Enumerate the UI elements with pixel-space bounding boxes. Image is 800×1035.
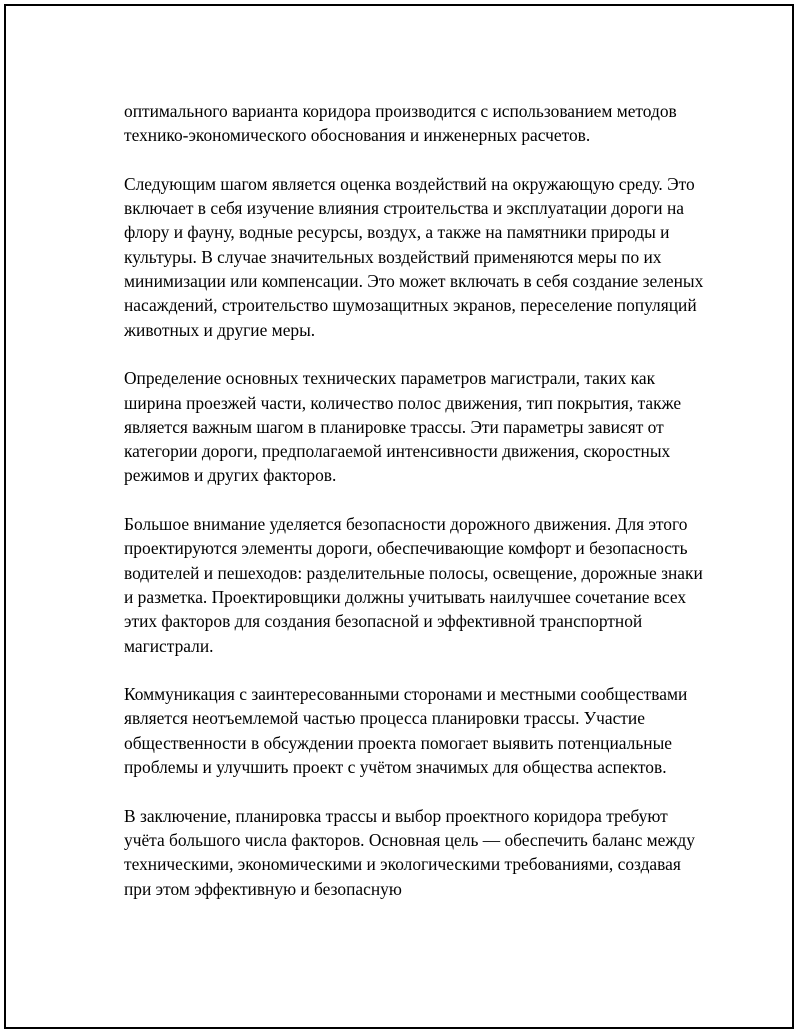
paragraph-environment-impact: Следующим шагом является оценка воздействий на окружающую среду. Это включает в себя изучение влияния строительства и эксплуатации дороги на флору и фауну, водные ресурсы, воздух, а также на памятники природы и культуры. В случае значительных воздействий применяются меры по их минимизации или компенсации. Это может включать в себя создание зеленых насаждений, строительство шумозащитных экранов, переселение популяций животных и другие меры. xyxy=(124,173,704,340)
paragraph-corridor-methods: оптимального варианта коридора производится с использованием методов технико-экономического обоснования и инженерных расчетов. xyxy=(124,101,677,146)
paragraph-road-safety: Большое внимание уделяется безопасности дорожного движения. Для этого проектируются элементы дороги, обеспечивающие комфорт и безопасность водителей и пешеходов: разделительные полосы, освещение, дорожные знаки и разметка. Проектировщики должны учитывать наилучшее сочетание всех этих факторов для создания безопасной и эффективной транспортной магистрали. xyxy=(124,514,703,656)
paragraph-stakeholder-communication: Коммуникация с заинтересованными сторонами и местными сообществами является неотъемлемой частью процесса планировки трассы. Участие общественности в обсуждении проекта помогает выявить потенциальные проблемы и улучшить проект с учётом значимых для общества аспектов. xyxy=(124,684,688,778)
paragraph-technical-parameters: Определение основных технических параметров магистрали, таких как ширина проезжей части, количество полос движения, тип покрытия, также является важным шагом в планировке трассы. Эти параметры зависят от категории дороги, предполагаемой интенсивности движения, скоростных режимов и других факторов. xyxy=(124,368,682,486)
page-frame xyxy=(4,4,794,1029)
page-body xyxy=(124,99,704,901)
paragraph-conclusion: В заключение, планировка трассы и выбор проектного коридора требуют учёта большого числа факторов. Основная цель — обеспечить баланс между техническими, экономическими и экологическими требованиями, создавая при этом эффективную и безопасную xyxy=(124,805,695,899)
